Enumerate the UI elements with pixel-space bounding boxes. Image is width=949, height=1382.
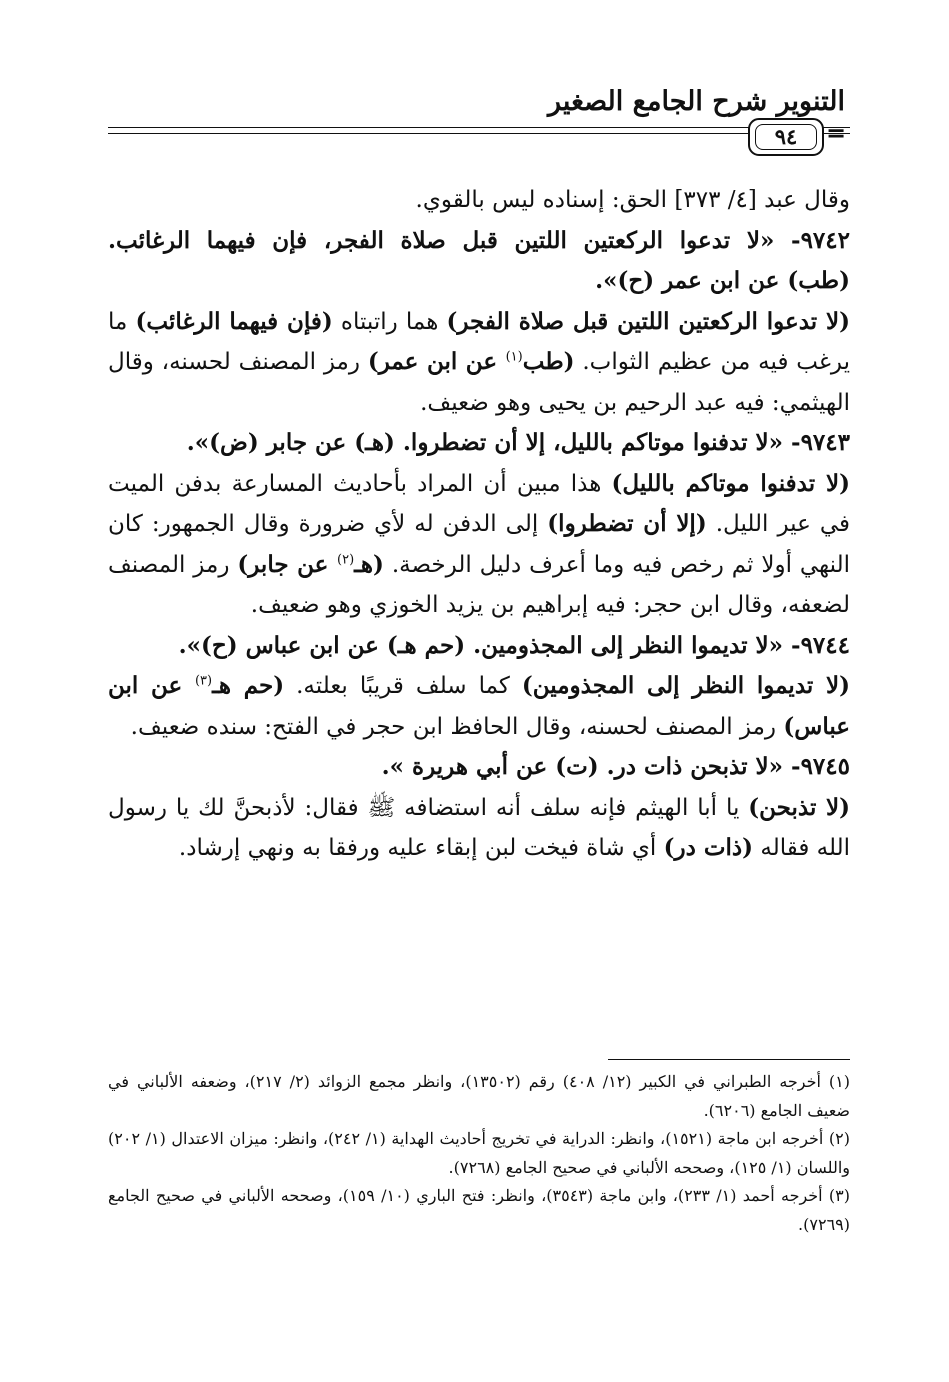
commentary-text: أي شاة فيخت لبن إبقاء عليه ورفقا به ونهي إرشاد.: [178, 835, 664, 861]
footnote-1: (١) أخرجه الطبراني في الكبير (١٢/ ٤٠٨) رقم (١٣٥٠٢)، وانظر مجمع الزوائد (٢/ ٢١٧)، وضعفه الألباني في ضعيف الجامع (٦٢٠٦).: [108, 1072, 851, 1120]
text-line: وقال عبد [٤/ ٣٧٣] الحق: إسناده ليس بالقوي.: [415, 187, 850, 213]
footnotes: [108, 1068, 850, 1239]
quoted-phrase: (لا تدعوا الركعتين اللتين قبل صلاة الفجر): [446, 307, 851, 335]
page-number-ornament: =: [826, 118, 847, 147]
quoted-phrase: (ذات در): [663, 834, 754, 861]
commentary-text: رمز المصنف لحسنه، وقال الحافظ ابن حجر في الفتح: سنده ضعيف.: [130, 713, 784, 740]
quoted-phrase: (فإن فيهما الرغائب): [135, 307, 333, 335]
source-code: (طب: [522, 348, 575, 375]
page-number-box: [748, 118, 824, 156]
hadith-9743: ٩٧٤٣- «لا تدفنوا موتاكم بالليل، إلا أن تضطروا. (هـ) عن جابر (ض)».: [186, 429, 850, 456]
quoted-phrase: (لا تذبحن): [748, 793, 850, 821]
hadith-9744: ٩٧٤٤- «لا تديموا النظر إلى المجذومين. (حم هـ) عن ابن عباس (ح)».: [178, 631, 850, 659]
commentary-text: إلى الدفن له لأي ضرورة وقال الجمهور: كان النهي أولا ثم رخص فيه وما أعرف دليل الرخصة.: [108, 511, 850, 578]
header-rule-bottom: [108, 133, 850, 134]
quoted-phrase: (لا تديموا النظر إلى المجذومين): [521, 672, 851, 699]
hadith-9742-source: (طب) عن ابن عمر (ح)».: [595, 267, 850, 294]
footnote-separator: [608, 1059, 850, 1060]
commentary-text: كما سلف قريبًا بعلته.: [284, 673, 522, 699]
source-narrator: عن ابن عمر): [367, 348, 506, 375]
footnote-2: (٢) أخرجه ابن ماجة (١٥٢١)، وانظر: الدراية في تخريج أحاديث الهداية (١/ ٢٤٢)، وانظر: ميزان الاعتدال (١/ ٢٠٢) واللسان (١/ ١٢٥)، وصححه الألباني في صحيح الجامع (٧٢٦٨).: [108, 1129, 850, 1177]
commentary-text: رمز المصنف لضعفه، وقال ابن حجر: فيه إبراهيم بن يزيد الخوزي وهو ضعيف.: [108, 551, 850, 618]
commentary-9743: [108, 464, 850, 626]
commentary-9742: [108, 302, 850, 424]
header-rule-top: [108, 127, 850, 128]
main-text: [108, 180, 850, 869]
commentary-text: هذا مبين أن المراد بأحاديث المسارعة بدفن الميت في عير الليل.: [108, 470, 851, 537]
source-narrator: عن ابن عباس): [108, 672, 850, 740]
footnote-ref-1[interactable]: (١): [505, 349, 523, 365]
commentary-text: ما يرغب فيه من عظيم الثواب.: [108, 308, 850, 375]
hadith-9745: ٩٧٤٥- «لا تذبحن ذات در. (ت) عن أبي هريرة ».: [381, 753, 850, 780]
footnote-ref-2[interactable]: (٢): [337, 551, 355, 567]
source-narrator: عن جابر): [237, 550, 338, 578]
source-code: (هـ: [354, 550, 384, 578]
quoted-phrase: (إلا أن تضطروا): [547, 510, 707, 537]
running-header-title: التنوير شرح الجامع الصغير: [548, 86, 845, 117]
hadith-9742-text: ٩٧٤٢- «لا تدعوا الركعتين اللتين قبل صلاة الفجر، فإن فيهما الرغائب.: [108, 226, 850, 254]
source-code: (حم هـ: [212, 672, 285, 699]
commentary-text: يا أبا الهيثم فإنه سلف أنه استضافه ﷺ فقال: لأذبحنَّ لك يا رسول الله فقاله: [108, 794, 850, 861]
footnote-ref-3[interactable]: (٣): [194, 673, 213, 689]
page-number: ٩٤: [774, 124, 798, 149]
commentary-text: رمز المصنف لحسنه، وقال الهيثمي: فيه عبد الرحيم بن يحيى وهو ضعيف.: [108, 349, 850, 416]
quoted-phrase: (لا تدفنوا موتاكم بالليل): [611, 469, 850, 497]
footnote-3: (٣) أخرجه أحمد (١/ ٢٣٣)، وابن ماجة (٣٥٤٣)، وانظر: فتح الباري (١٠/ ١٥٩)، وصححه الألباني في صحيح الجامع (٧٢٦٩).: [108, 1186, 850, 1234]
commentary-text: هما راتبتاه: [332, 308, 447, 335]
commentary-9744: [108, 666, 850, 747]
commentary-9745: [108, 788, 850, 869]
